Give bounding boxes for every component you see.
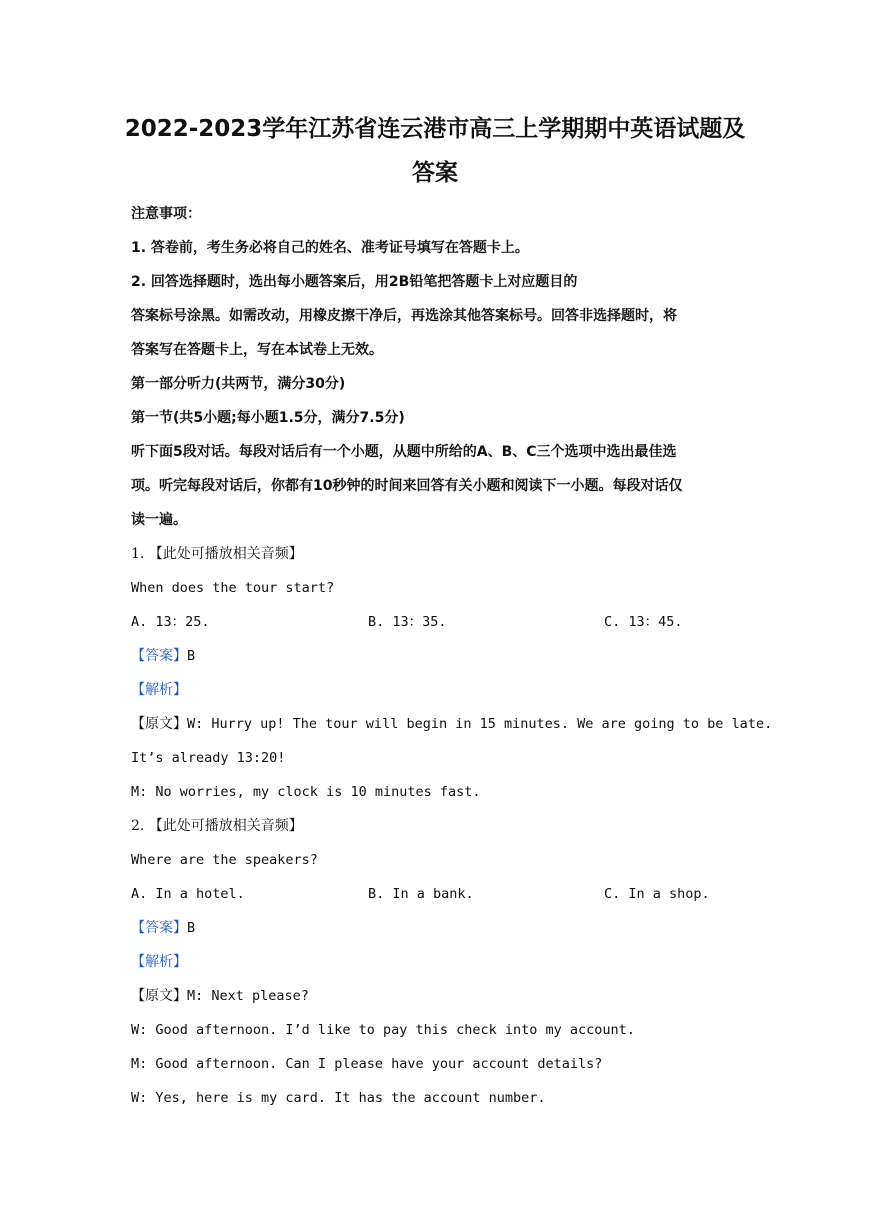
q2-transcript-4: W: Yes, here is my card. It has the account number. xyxy=(131,1090,546,1106)
q2-option-b: B. In a bank. xyxy=(368,886,474,902)
q1-option-b: B. 13：35. xyxy=(368,614,447,630)
q1-original-tag: 【原文】 xyxy=(131,716,187,732)
q2-answer-tag: 【答案】 xyxy=(131,920,187,936)
q2-transcript-2: W: Good afternoon. I’d like to pay this check into my account. xyxy=(131,1022,635,1038)
note-2-continued-1: 答案标号涂黑。如需改动，用橡皮擦干净后，再选涂其他答案标号。回答非选择题时，将 xyxy=(131,308,677,324)
q1-option-a: A. 13：25. xyxy=(131,614,210,630)
q2-answer xyxy=(131,918,195,938)
part-1-heading: 第一部分听力(共两节，满分30分) xyxy=(131,376,346,392)
q2-original-tag: 【原文】 xyxy=(131,988,187,1004)
q2-analysis-tag: 【解析】 xyxy=(131,954,187,970)
section-1-heading: 第一节(共5小题;每小题1.5分，满分7.5分) xyxy=(131,410,405,426)
q2-option-a: A. In a hotel. xyxy=(131,886,245,902)
q1-option-c: C. 13：45. xyxy=(604,614,683,630)
notes-heading: 注意事项： xyxy=(131,206,201,222)
document-title-line1: 2022-2023学年江苏省连云港市高三上学期期中英语试题及 xyxy=(124,116,746,142)
q1-answer-value: B xyxy=(187,648,196,664)
q2-transcript-3: M: Good afternoon. Can I please have your account details? xyxy=(131,1056,603,1072)
note-2: 2. 回答选择题时，选出每小题答案后，用2B铅笔把答题卡上对应题目的 xyxy=(131,274,578,290)
document-title-line2: 答案 xyxy=(412,160,458,186)
instruction-line-1: 听下面5段对话。每段对话后有一个小题，从题中所给的A、B、C三个选项中选出最佳选 xyxy=(131,444,677,460)
q2-header: 2. 【此处可播放相关音频】 xyxy=(131,818,303,834)
q2-option-c: C. In a shop. xyxy=(604,886,710,902)
q1-analysis-tag: 【解析】 xyxy=(131,682,187,698)
q2-transcript-1 xyxy=(131,986,309,1006)
q1-transcript-1-text: W: Hurry up! The tour will begin in 15 minutes. We are going to be late. xyxy=(187,716,773,732)
q2-question: Where are the speakers? xyxy=(131,852,318,868)
q1-transcript-1 xyxy=(131,714,772,734)
instruction-line-3: 读一遍。 xyxy=(131,512,187,528)
note-2-continued-2: 答案写在答题卡上，写在本试卷上无效。 xyxy=(131,342,383,358)
q1-answer xyxy=(131,646,195,666)
q2-answer-value: B xyxy=(187,920,196,936)
q2-transcript-1-text: M: Next please? xyxy=(187,988,309,1004)
q1-transcript-2: It’s already 13:20! xyxy=(131,750,286,766)
q1-transcript-3: M: No worries, my clock is 10 minutes fast. xyxy=(131,784,481,800)
note-1: 1. 答卷前，考生务必将自己的姓名、准考证号填写在答题卡上。 xyxy=(131,240,529,256)
q1-question: When does the tour start? xyxy=(131,580,335,596)
instruction-line-2: 项。听完每段对话后，你都有10秒钟的时间来回答有关小题和阅读下一小题。每段对话仅 xyxy=(131,478,683,494)
q1-header: 1. 【此处可播放相关音频】 xyxy=(131,546,303,562)
q1-answer-tag: 【答案】 xyxy=(131,648,187,664)
